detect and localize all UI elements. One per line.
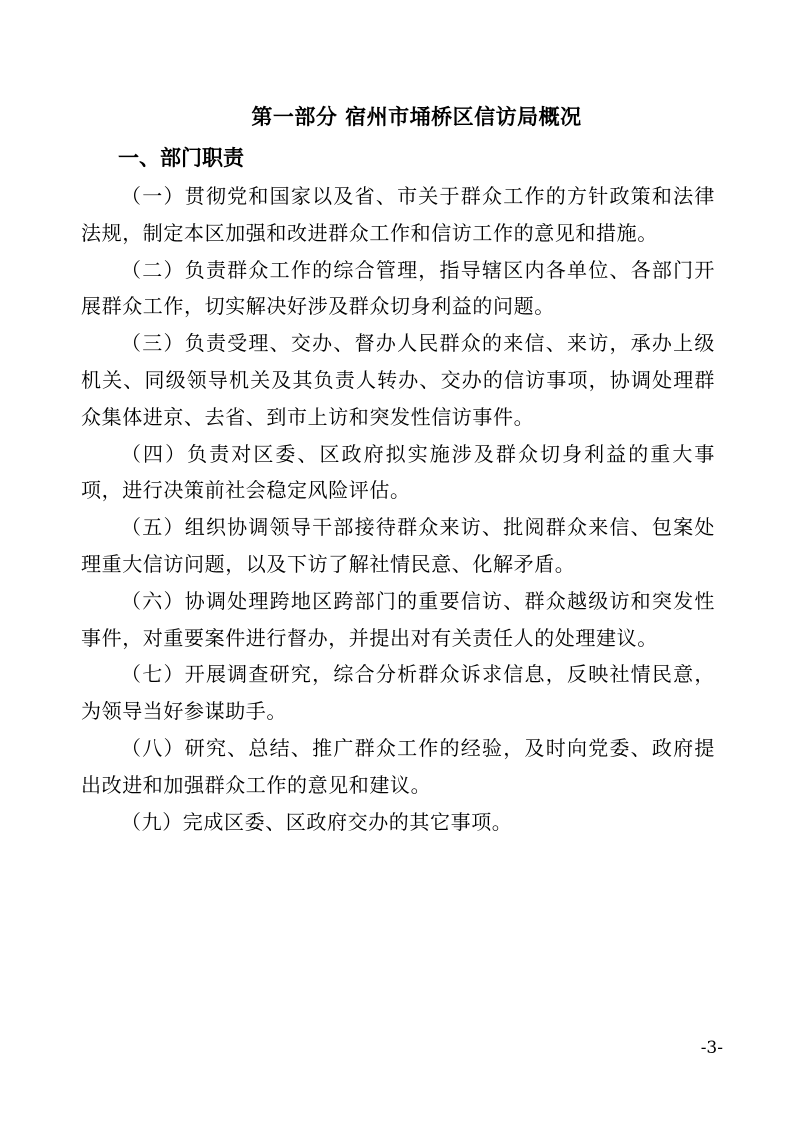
body-text (81, 178, 715, 840)
paragraph-2: （二）负责群众工作的综合管理，指导辖区内各单位、各部门开展群众工作，切实解决好涉及群众切身利益的问题。 (81, 257, 715, 319)
page-number: -3- (700, 1038, 723, 1058)
paragraph-8: （八）研究、总结、推广群众工作的经验，及时向党委、政府提出改进和加强群众工作的意见和建议。 (81, 735, 715, 797)
page-title: 第一部分 宿州市埇桥区信访局概况 (251, 105, 582, 129)
paragraph-6: （六）协调处理跨地区跨部门的重要信访、群众越级访和突发性事件，对重要案件进行督办，并提出对有关责任人的处理建议。 (81, 588, 715, 650)
paragraph-3: （三）负责受理、交办、督办人民群众的来信、来访，承办上级机关、同级领导机关及其负责人转办、交办的信访事项，协调处理群众集体进京、去省、到市上访和突发性信访事件。 (81, 331, 715, 429)
paragraph-9: （九）完成区委、区政府交办的其它事项。 (121, 809, 513, 834)
paragraph-4: （四）负责对区委、区政府拟实施涉及群众切身利益的重大事项，进行决策前社会稳定风险评估。 (81, 441, 715, 503)
paragraph-1: （一）贯彻党和国家以及省、市关于群众工作的方针政策和法律法规，制定本区加强和改进群众工作和信访工作的意见和措施。 (81, 184, 715, 245)
section-heading: 一、部门职责 (118, 146, 244, 170)
paragraph-5: （五）组织协调领导干部接待群众来访、批阅群众来信、包案处理重大信访问题，以及下访了解社情民意、化解矛盾。 (81, 515, 715, 576)
paragraph-7: （七）开展调查研究，综合分析群众诉求信息，反映社情民意，为领导当好参谋助手。 (81, 662, 715, 724)
